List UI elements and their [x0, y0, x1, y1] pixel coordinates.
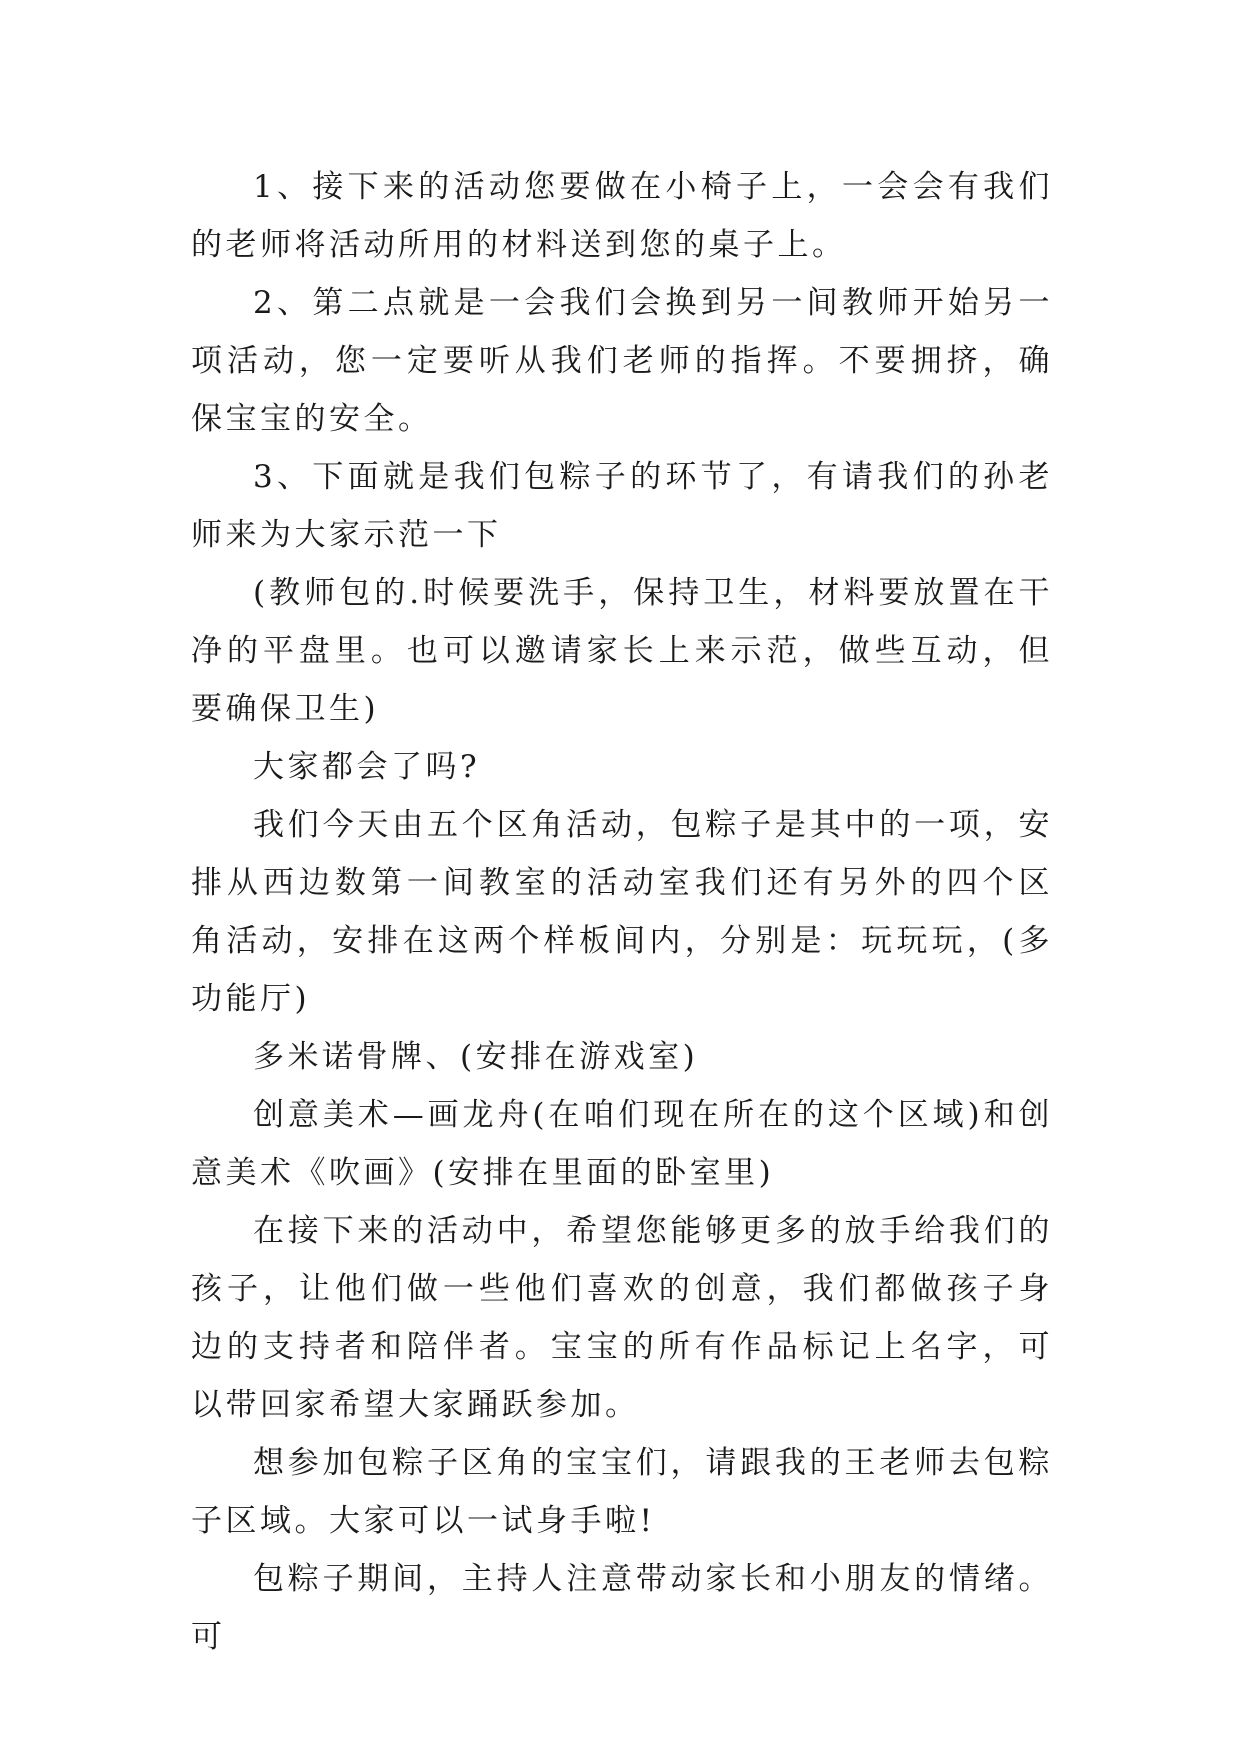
paragraph-2: 2、第二点就是一会我们会换到另一间教师开始另一项活动，您一定要听从我们老师的指挥。不要拥挤，确保宝宝的安全。 [191, 285, 1053, 437]
paragraph-4: (教师包的.时候要洗手，保持卫生，材料要放置在干净的平盘里。也可以邀请家长上来示范，做些互动，但要确保卫生) [191, 575, 1053, 727]
paragraph-11: 包粽子期间，主持人注意带动家长和小朋友的情绪。可 [191, 1561, 1053, 1655]
paragraph-8: 创意美术—画龙舟(在咱们现在所在的这个区域)和创意美术《吹画》(安排在里面的卧室里) [191, 1097, 1053, 1191]
paragraph-7: 多米诺骨牌、(安排在游戏室) [253, 1039, 699, 1075]
paragraph-10: 想参加包粽子区角的宝宝们，请跟我的王老师去包粽子区域。大家可以一试身手啦! [191, 1445, 1053, 1539]
paragraph-6: 我们今天由五个区角活动，包粽子是其中的一项，安排从西边数第一间教室的活动室我们还有另外的四个区角活动，安排在这两个样板间内，分别是：玩玩玩，(多功能厅) [191, 807, 1053, 1017]
paragraph-1: 1、接下来的活动您要做在小椅子上，一会会有我们的老师将活动所用的材料送到您的桌子上。 [191, 169, 1053, 263]
paragraph-3: 3、下面就是我们包粽子的环节了，有请我们的孙老师来为大家示范一下 [191, 459, 1053, 553]
document-body [191, 158, 1053, 1666]
paragraph-9: 在接下来的活动中，希望您能够更多的放手给我们的孩子，让他们做一些他们喜欢的创意，我们都做孩子身边的支持者和陪伴者。宝宝的所有作品标记上名字，可以带回家希望大家踊跃参加。 [191, 1213, 1053, 1423]
paragraph-5: 大家都会了吗? [253, 749, 481, 785]
